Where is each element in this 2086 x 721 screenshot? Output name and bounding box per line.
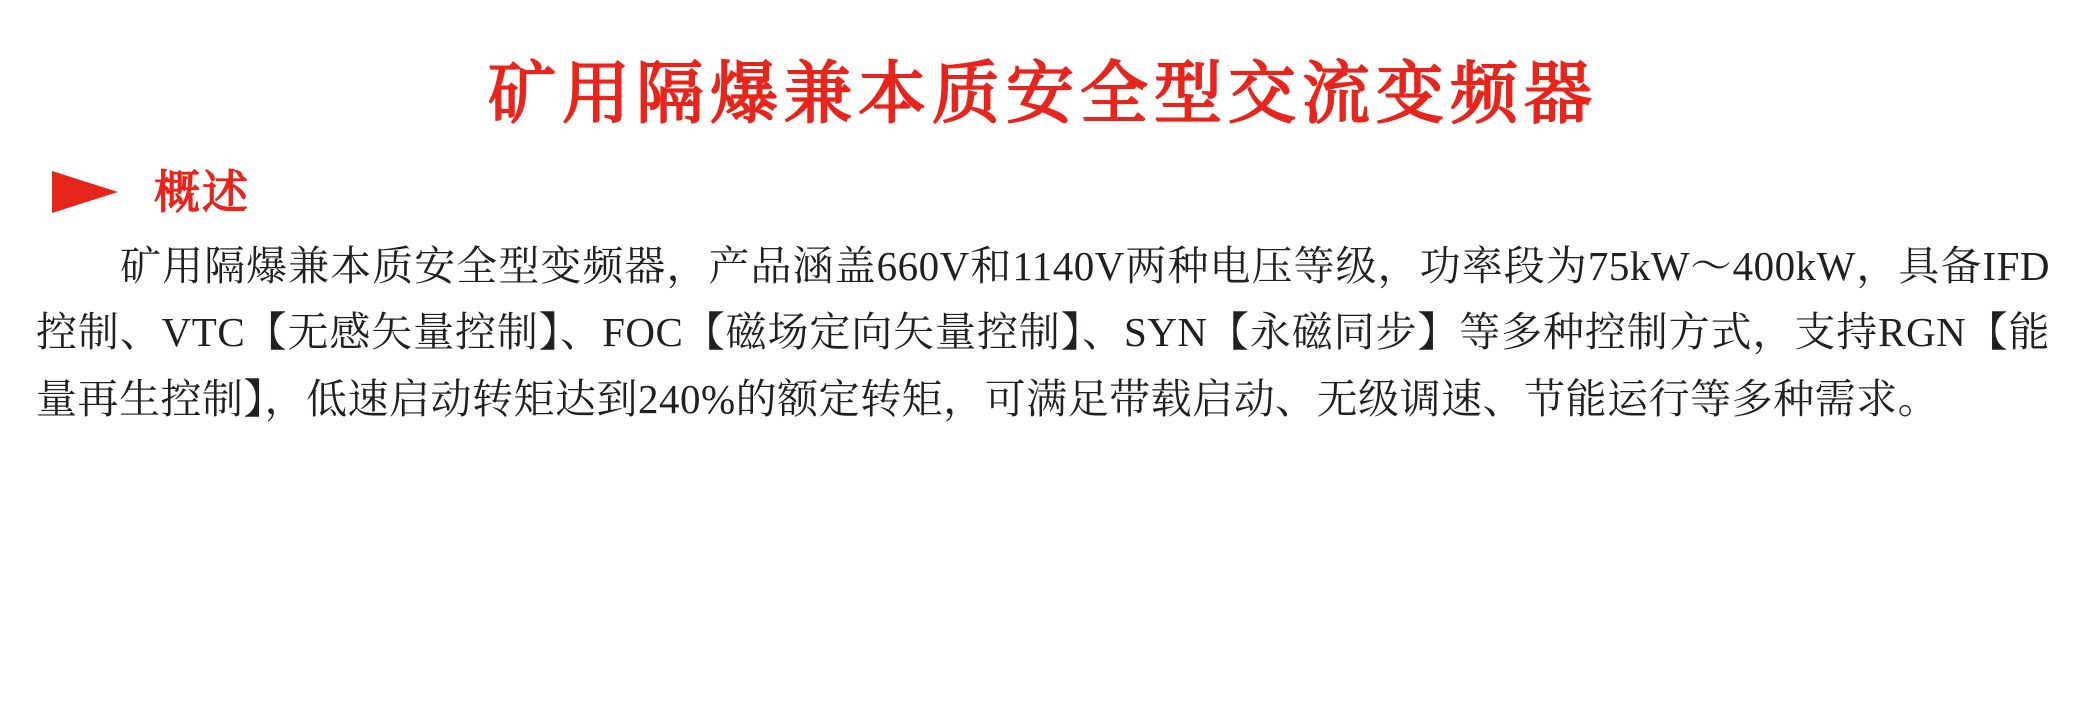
overview-paragraph: 矿用隔爆兼本质安全型变频器，产品涵盖660V和1140V两种电压等级，功率段为75kW～400kW，具备IFD控制、VTC【无感矢量控制】、FOC【磁场定向矢量控制】、SYN【永磁同步】等多种控制方式，支持RGN【能量再生控制】，低速启动转矩达到240%的额定转矩，可满足带载启动、无级调速、节能运行等多种需求。	[36, 242, 2050, 422]
page-title: 矿用隔爆兼本质安全型交流变频器	[487, 55, 1598, 134]
section-header	[0, 164, 2086, 219]
triangle-right-marker-icon	[52, 171, 118, 213]
section-heading: 概述	[154, 164, 250, 219]
